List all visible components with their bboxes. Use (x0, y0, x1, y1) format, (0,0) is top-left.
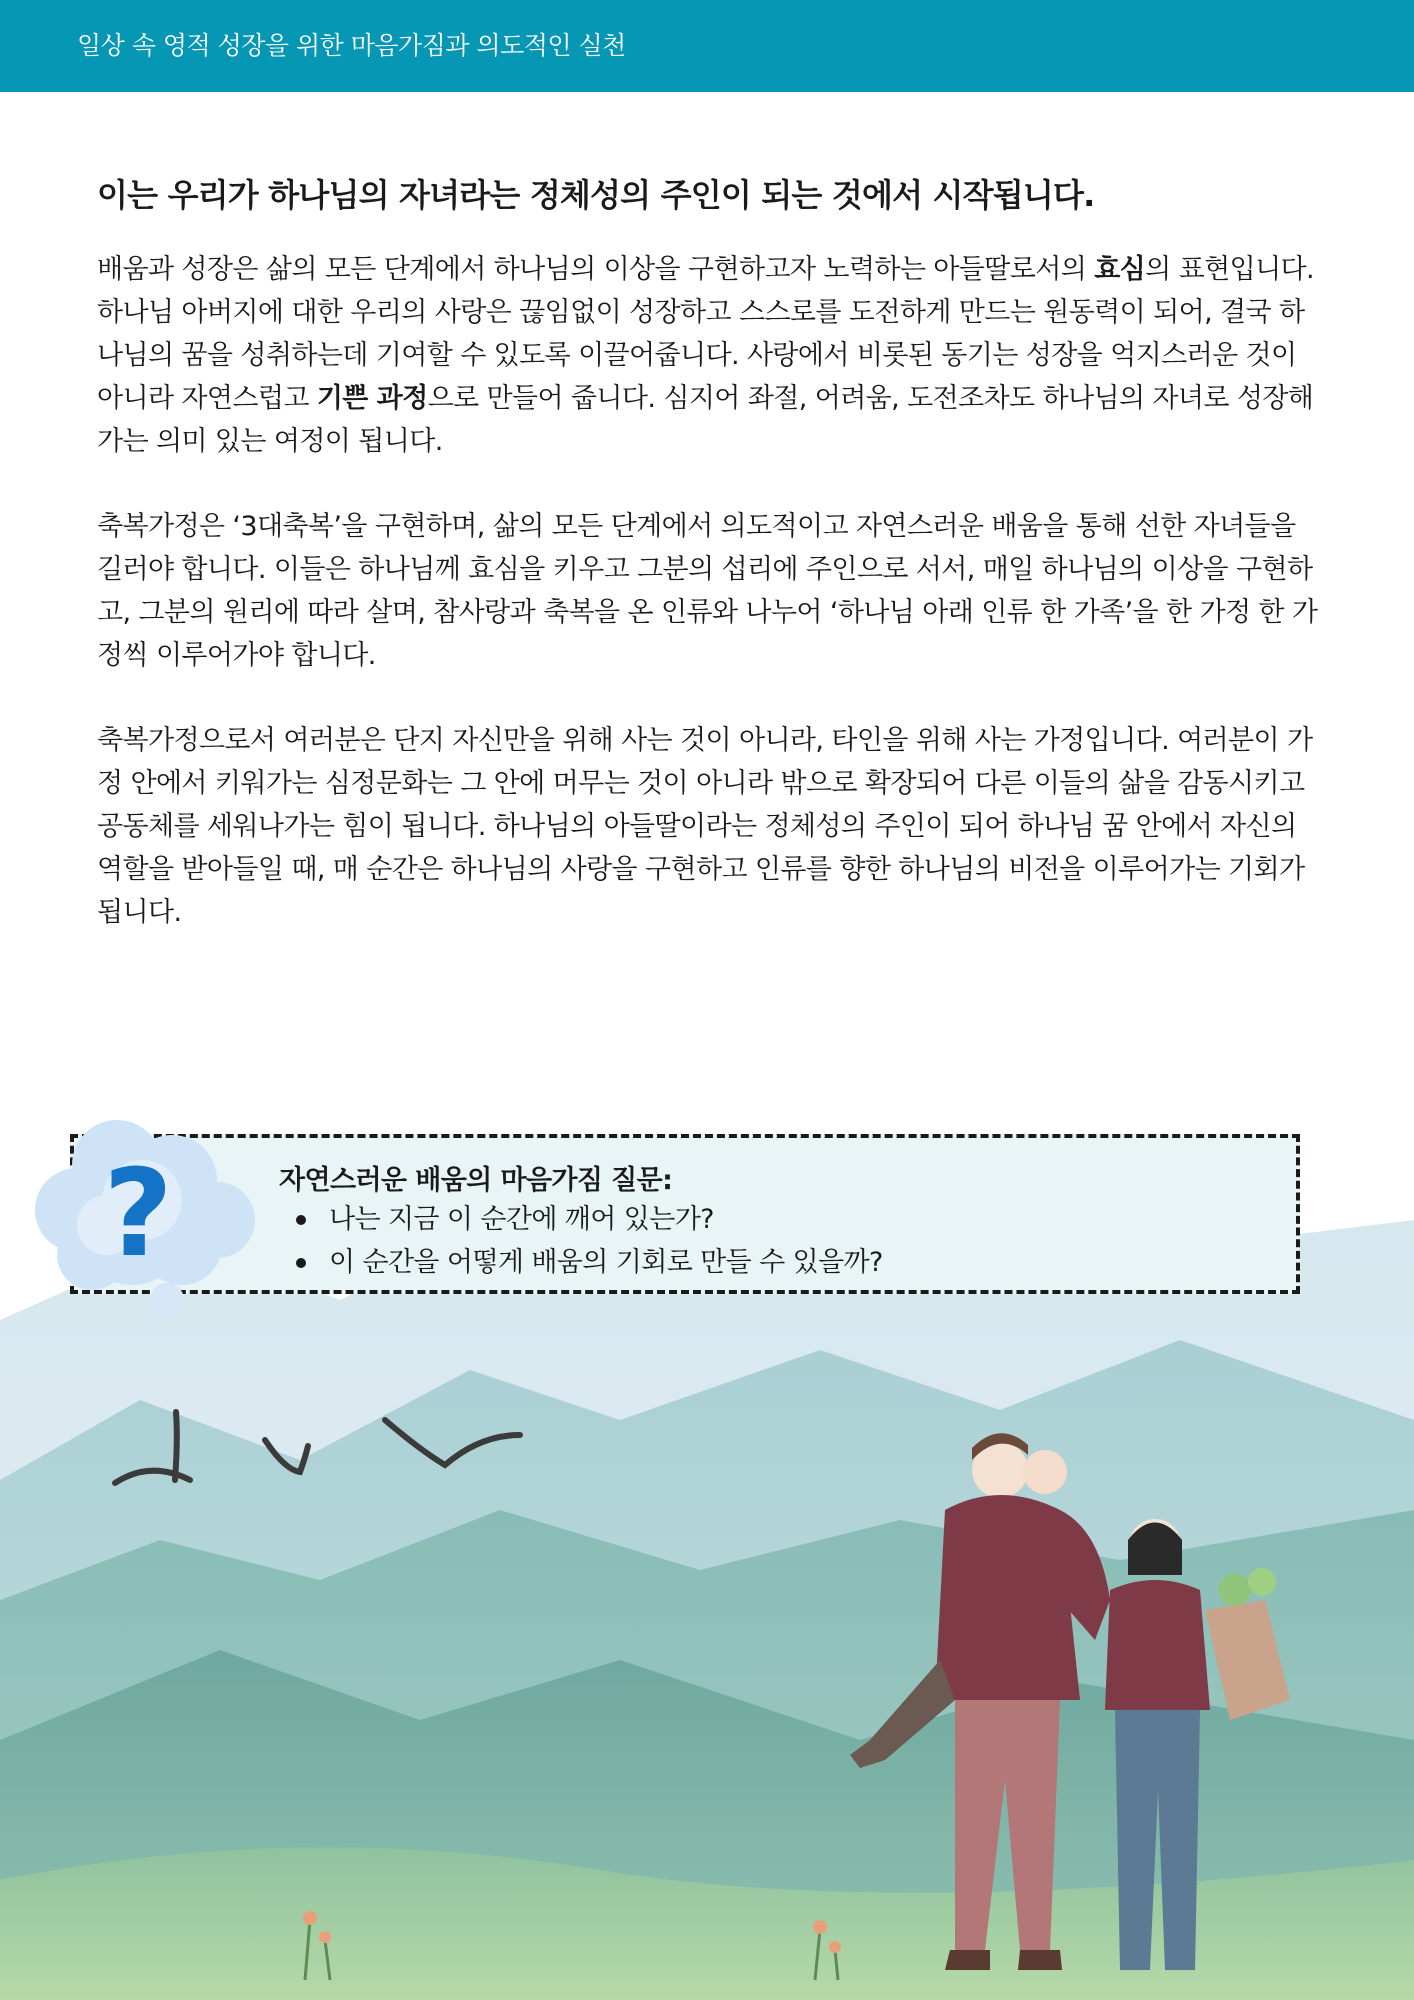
paragraph-1 (97, 248, 1327, 463)
header-bar (0, 0, 1414, 92)
paragraph-3: 축복가정으로서 여러분은 단지 자신만을 위해 사는 것이 아니라, 타인을 위해 사는 가정입니다. 여러분이 가정 안에서 키워가는 심정문화는 그 안에 머무는 것이 아니라 밖으로 확장되어 다른 이들의 삶을 감동시키고 공동체를 세워나가는 힘이 됩니다. 하나님의 아들딸이라는 정체성의 주인이 되어 하나님 꿈 안에서 자신의 역할을 받아들일 때, 매 순간은 하나님의 사랑을 구현하고 인류를 향한 하나님의 비전을 이루어가는 기회가 됩니다. (97, 725, 1313, 928)
main-content (97, 170, 1327, 976)
header-title: 일상 속 영적 성장을 위한 마음가짐과 의도적인 실천 (77, 31, 626, 60)
paragraph-1-bold-b: 기쁜 과정 (316, 383, 428, 414)
section-heading: 이는 우리가 하나님의 자녀라는 정체성의 주인이 되는 것에서 시작됩니다. (97, 176, 1095, 214)
paragraph-1-text-b: 의 표현입니다. 하나님 아버지에 대한 우리의 사랑은 끊임없이 성장하고 스스로를 도전하게 만드는 원동력이 되어, 결국 하나님의 꿈을 성취하는데 기여할 수 있도록 이끌어줍니다. 사랑에서 비롯된 동기는 성장을 억지스러운 것이 아니라 자연스럽고 (97, 254, 1315, 414)
svg-text:?: ? (103, 1145, 173, 1284)
question-list (279, 1198, 883, 1284)
question-mark-cloud-icon (22, 1105, 262, 1325)
paragraph-1-text-c: 으로 만들어 줍니다. 심지어 좌절, 어려움, 도전조차도 하나님의 자녀로 성장해 가는 의미 있는 여정이 됩니다. (97, 383, 1314, 457)
question-item: 이 순간을 어떻게 배움의 기회로 만들 수 있을까? (279, 1241, 883, 1284)
paragraph-1-bold-a: 효심 (1094, 254, 1146, 285)
paragraph-2: 축복가정은 ‘3대축복’을 구현하며, 삶의 모든 단계에서 의도적이고 자연스러운 배움을 통해 선한 자녀들을 길러야 합니다. 이들은 하나님께 효심을 키우고 그분의 섭리에 주인으로 서서, 매일 하나님의 이상을 구현하고, 그분의 원리에 따라 살며, 참사랑과 축복을 온 인류와 나누어 ‘하나님 아래 인류 한 가족’을 한 가정 한 가정씩 이루어가야 합니다. (97, 511, 1318, 671)
question-box-title: 자연스러운 배움의 마음가짐 질문: (279, 1165, 673, 1196)
question-item: 나는 지금 이 순간에 깨어 있는가? (279, 1198, 883, 1241)
paragraph-1-text-a: 배움과 성장은 삶의 모든 단계에서 하나님의 이상을 구현하고자 노력하는 아들딸로서의 (97, 254, 1095, 285)
